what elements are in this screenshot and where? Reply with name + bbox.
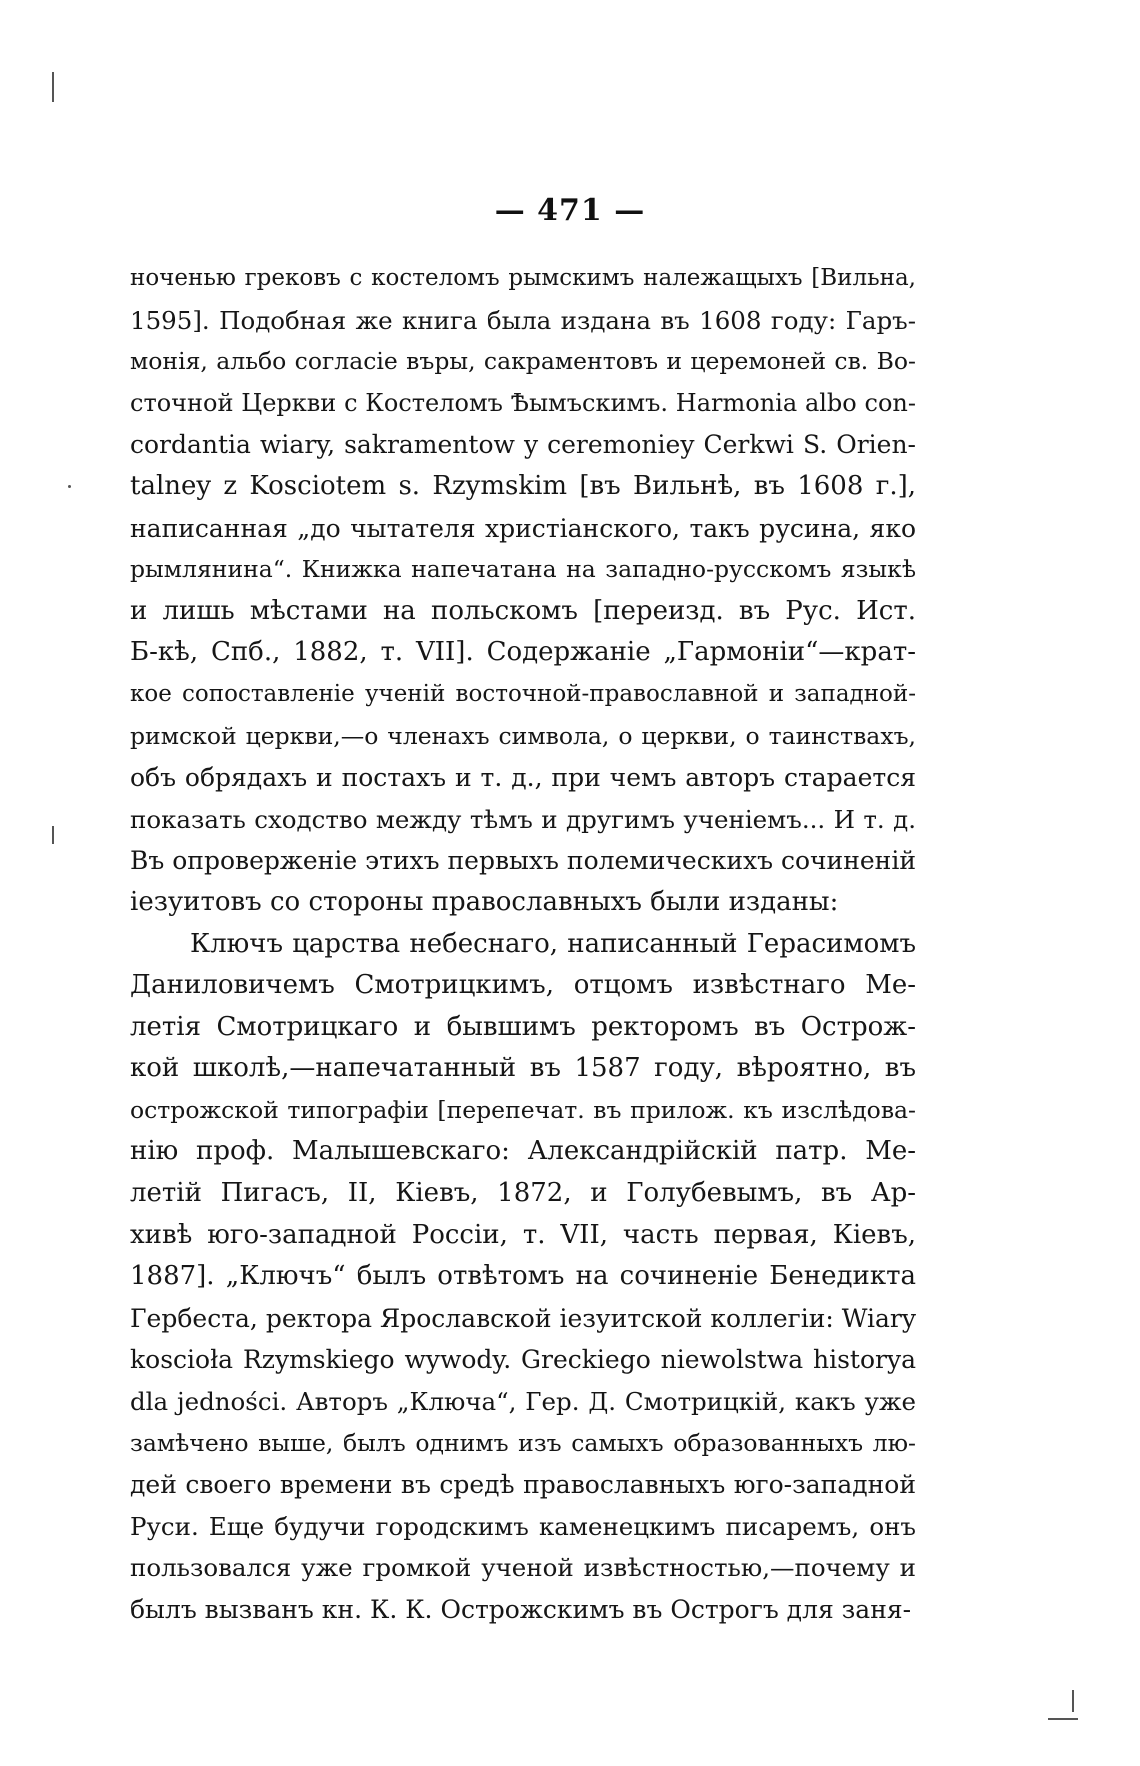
text-line: кое сопоставленiе ученiй восточной-православной и западной-: [130, 680, 916, 707]
text-line: Руси. Еще будучи городскимъ каменецкимъ писаремъ, онъ: [130, 1511, 916, 1541]
text-line: кой школѣ,—напечатанный въ 1587 году, вѣроятно, въ: [130, 1053, 916, 1084]
text-line: нiю проф. Малышевскаго: Александрiйскiй патр. Ме-: [130, 1136, 916, 1167]
text-line: дей своего времени въ средѣ православныхъ юго-западной: [130, 1470, 916, 1500]
text-line: cordantia wiary, sakramentow y ceremoniey Cerkwi S. Orien-: [130, 430, 916, 460]
text-line: летiя Смотрицкаго и бывшимъ ректоромъ въ Острож-: [130, 1011, 916, 1042]
text-line: хивѣ юго-западной Россiи, т. VII, часть первая, Кiевъ,: [130, 1219, 916, 1250]
text-line: kosciołа Rzymskiego wywody. Greckiego niewolstwa historya: [130, 1345, 916, 1375]
text-line: монiя, альбо согласiе въры, сакраментовъ и церемоней св. Во-: [130, 347, 916, 376]
body-text: [130, 258, 916, 1631]
text-line: Ключъ царства небеснаго, написанный Герасимомъ: [190, 928, 916, 959]
text-line: острожской типографiи [перепечат. въ прилож. къ изслѣдова-: [130, 1095, 916, 1124]
text-line: 1595]. Подобная же книга была издана въ 1608 году: Гаръ-: [130, 305, 916, 335]
text-line: рымлянина“. Книжка напечатана на западно-русскомъ языкѣ: [130, 555, 916, 584]
text-line: ноченью грековъ с костеломъ рымскимъ належащыхъ [Вильна,: [130, 265, 916, 291]
scan-edge-mark: [1048, 1718, 1078, 1720]
text-line: Даниловичемъ Смотрицкимъ, отцомъ извѣстнаго Ме-: [130, 970, 916, 1001]
page-number: — 471 —: [494, 193, 646, 228]
text-line: объ обрядахъ и постахъ и т. д., при чемъ авторъ старается: [130, 763, 916, 793]
text-line: пользовался уже громкой ученой извѣстностью,—почему и: [130, 1553, 916, 1583]
text-line: Б-кѣ, Спб., 1882, т. VII]. Содержанiе „Гармонiи“—крат-: [130, 637, 916, 668]
text-line: talney z Kosciotem s. Rzymskim [въ Вильнѣ, въ 1608 г.],: [130, 470, 916, 501]
text-line: замѣчено выше, былъ однимъ изъ самыхъ образованныхъ лю-: [130, 1428, 916, 1457]
text-line: 1887]. „Ключъ“ былъ отвѣтомъ на сочиненiе Бенедикта: [130, 1261, 916, 1292]
text-line: летiй Пигасъ, II, Кiевъ, 1872, и Голубевымъ, въ Ар-: [130, 1178, 916, 1209]
text-line: римской церкви,—о членахъ символа, о церкви, о таинствахъ,: [130, 721, 916, 750]
text-line: показать сходство между тѣмъ и другимъ ученiемъ... И т. д.: [130, 804, 916, 834]
scan-speck: [68, 485, 71, 488]
text-line: былъ вызванъ кн. К. К. Острожскимъ въ Острогъ для заня-: [130, 1595, 912, 1624]
text-line: написанная „до чытателя христiанского, такъ русина, яко: [130, 513, 916, 543]
scan-edge-mark: [1072, 1690, 1074, 1712]
text-line: и лишь мѣстами на польскомъ [переизд. въ Рус. Ист.: [130, 595, 916, 626]
text-line: iезуитовъ со стороны православныхъ были изданы:: [130, 886, 839, 917]
text-line: Гербеста, ректора Ярославской iезуитской коллегiи: Wiary: [130, 1303, 916, 1333]
text-line: dla jedności. Авторъ „Ключа“, Гер. Д. Смотрицкiй, какъ уже: [130, 1387, 916, 1417]
text-line: сточной Церкви с Костеломъ Ѣымъскимъ. Harmonia albo con-: [130, 388, 916, 417]
scan-edge-mark: [52, 72, 54, 102]
scan-edge-mark: [52, 826, 54, 844]
text-line: Въ опроверженiе этихъ первыхъ полемическихъ сочиненiй: [130, 846, 916, 876]
